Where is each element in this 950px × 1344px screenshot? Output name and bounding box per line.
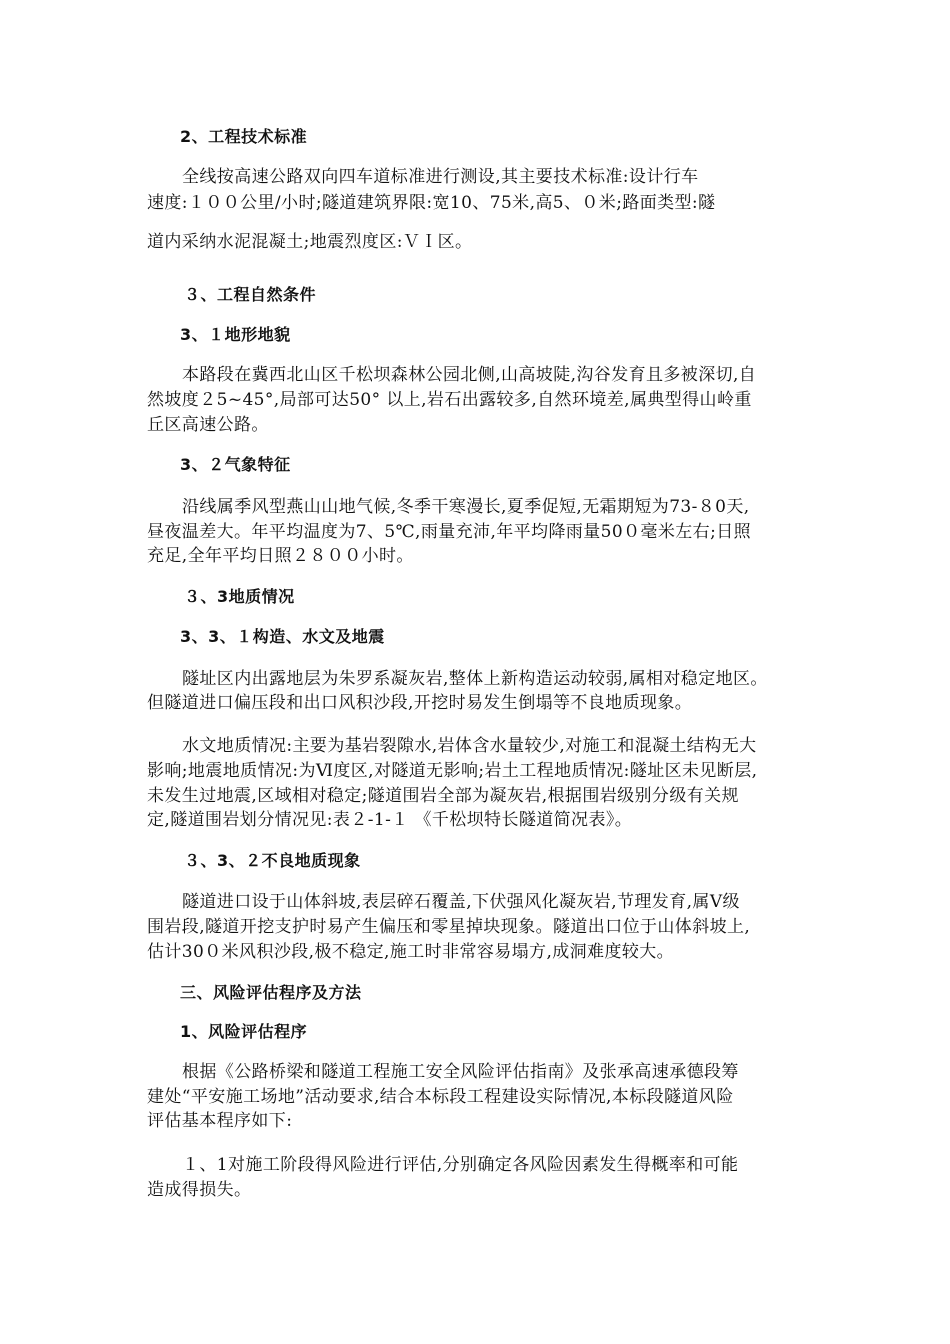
paragraph-line: 道内采纳水泥混凝土;地震烈度区:ＶＩ区。	[147, 232, 473, 252]
paragraph-line: 未发生过地震,区域相对稳定;隧道围岩全部为凝灰岩,根据围岩级别分级有关规	[147, 786, 739, 806]
section-3-3-2-heading: ３、3、２不良地质现象	[184, 851, 361, 870]
paragraph-line: 然坡度２5~45°,局部可达50° 以上,岩石出露较多,自然环境差,属典型得山岭重	[147, 390, 752, 410]
section-3-2-heading: 3、２气象特征	[180, 455, 291, 474]
section-3-1-heading: 3、１地形地貌	[180, 325, 291, 344]
paragraph-line: 建处“平安施工场地”活动要求,结合本标段工程建设实际情况,本标段隧道风险	[147, 1087, 734, 1107]
paragraph-line: 昼夜温差大。年平均温度为7、5℃,雨量充沛,年平均降雨量50０毫米左右;日照	[147, 522, 752, 542]
paragraph-line: １、1对施工阶段得风险进行评估,分别确定各风险因素发生得概率和可能	[182, 1155, 739, 1175]
section-2-heading: 2、工程技术标准	[180, 127, 308, 146]
paragraph-line: 丘区高速公路。	[147, 415, 269, 435]
paragraph-line: 水文地质情况:主要为基岩裂隙水,岩体含水量较少,对施工和混凝土结构无大	[182, 736, 757, 756]
paragraph-line: 估计30０米风积沙段,极不稳定,施工时非常容易塌方,成洞难度较大。	[147, 942, 675, 962]
paragraph-line: 速度:１００公里/小时;隧道建筑界限:宽10、75米,高5、０米;路面类型:隧	[147, 193, 716, 213]
paragraph-line: 影响;地震地质情况:为Ⅵ度区,对隧道无影响;岩土工程地质情况:隧址区未见断层,	[147, 761, 758, 781]
paragraph-line: 隧址区内出露地层为朱罗系凝灰岩,整体上新构造运动较弱,属相对稳定地区。	[182, 669, 768, 689]
paragraph-line: 隧道进口设于山体斜坡,表层碎石覆盖,下伏强风化凝灰岩,节理发育,属Ⅴ级	[182, 892, 740, 912]
paragraph-line: 根据《公路桥梁和隧道工程施工安全风险评估指南》及张承高速承德段筹	[182, 1062, 739, 1082]
paragraph-line: 充足,全年平均日照２８００小时。	[147, 546, 414, 566]
section-3-3-heading: ３、3地质情况	[184, 587, 295, 606]
section-three-1-heading: 1、风险评估程序	[180, 1022, 308, 1041]
paragraph-line: 定,隧道围岩划分情况见:表２-1-１ 《千松坝特长隧道简况表》。	[147, 810, 633, 830]
paragraph-line: 沿线属季风型燕山山地气候,冬季干寒漫长,夏季促短,无霜期短为73-８0天,	[182, 497, 750, 517]
section-3-heading: ３、工程自然条件	[184, 285, 317, 304]
paragraph-line: 造成得损失。	[147, 1180, 252, 1200]
paragraph-line: 但隧道进口偏压段和出口风积沙段,开挖时易发生倒塌等不良地质现象。	[147, 693, 693, 713]
paragraph-line: 全线按高速公路双向四车道标准进行测设,其主要技术标准:设计行车	[182, 167, 699, 187]
paragraph-line: 评估基本程序如下:	[147, 1111, 293, 1131]
paragraph-line: 围岩段,隧道开挖支护时易产生偏压和零星掉块现象。隧道出口位于山体斜坡上,	[147, 917, 751, 937]
paragraph-line: 本路段在冀西北山区千松坝森林公园北侧,山高坡陡,沟谷发育且多被深切,自	[182, 365, 757, 385]
section-3-3-1-heading: 3、3、１构造、水文及地震	[180, 627, 385, 646]
section-three-heading: 三、风险评估程序及方法	[180, 983, 362, 1002]
